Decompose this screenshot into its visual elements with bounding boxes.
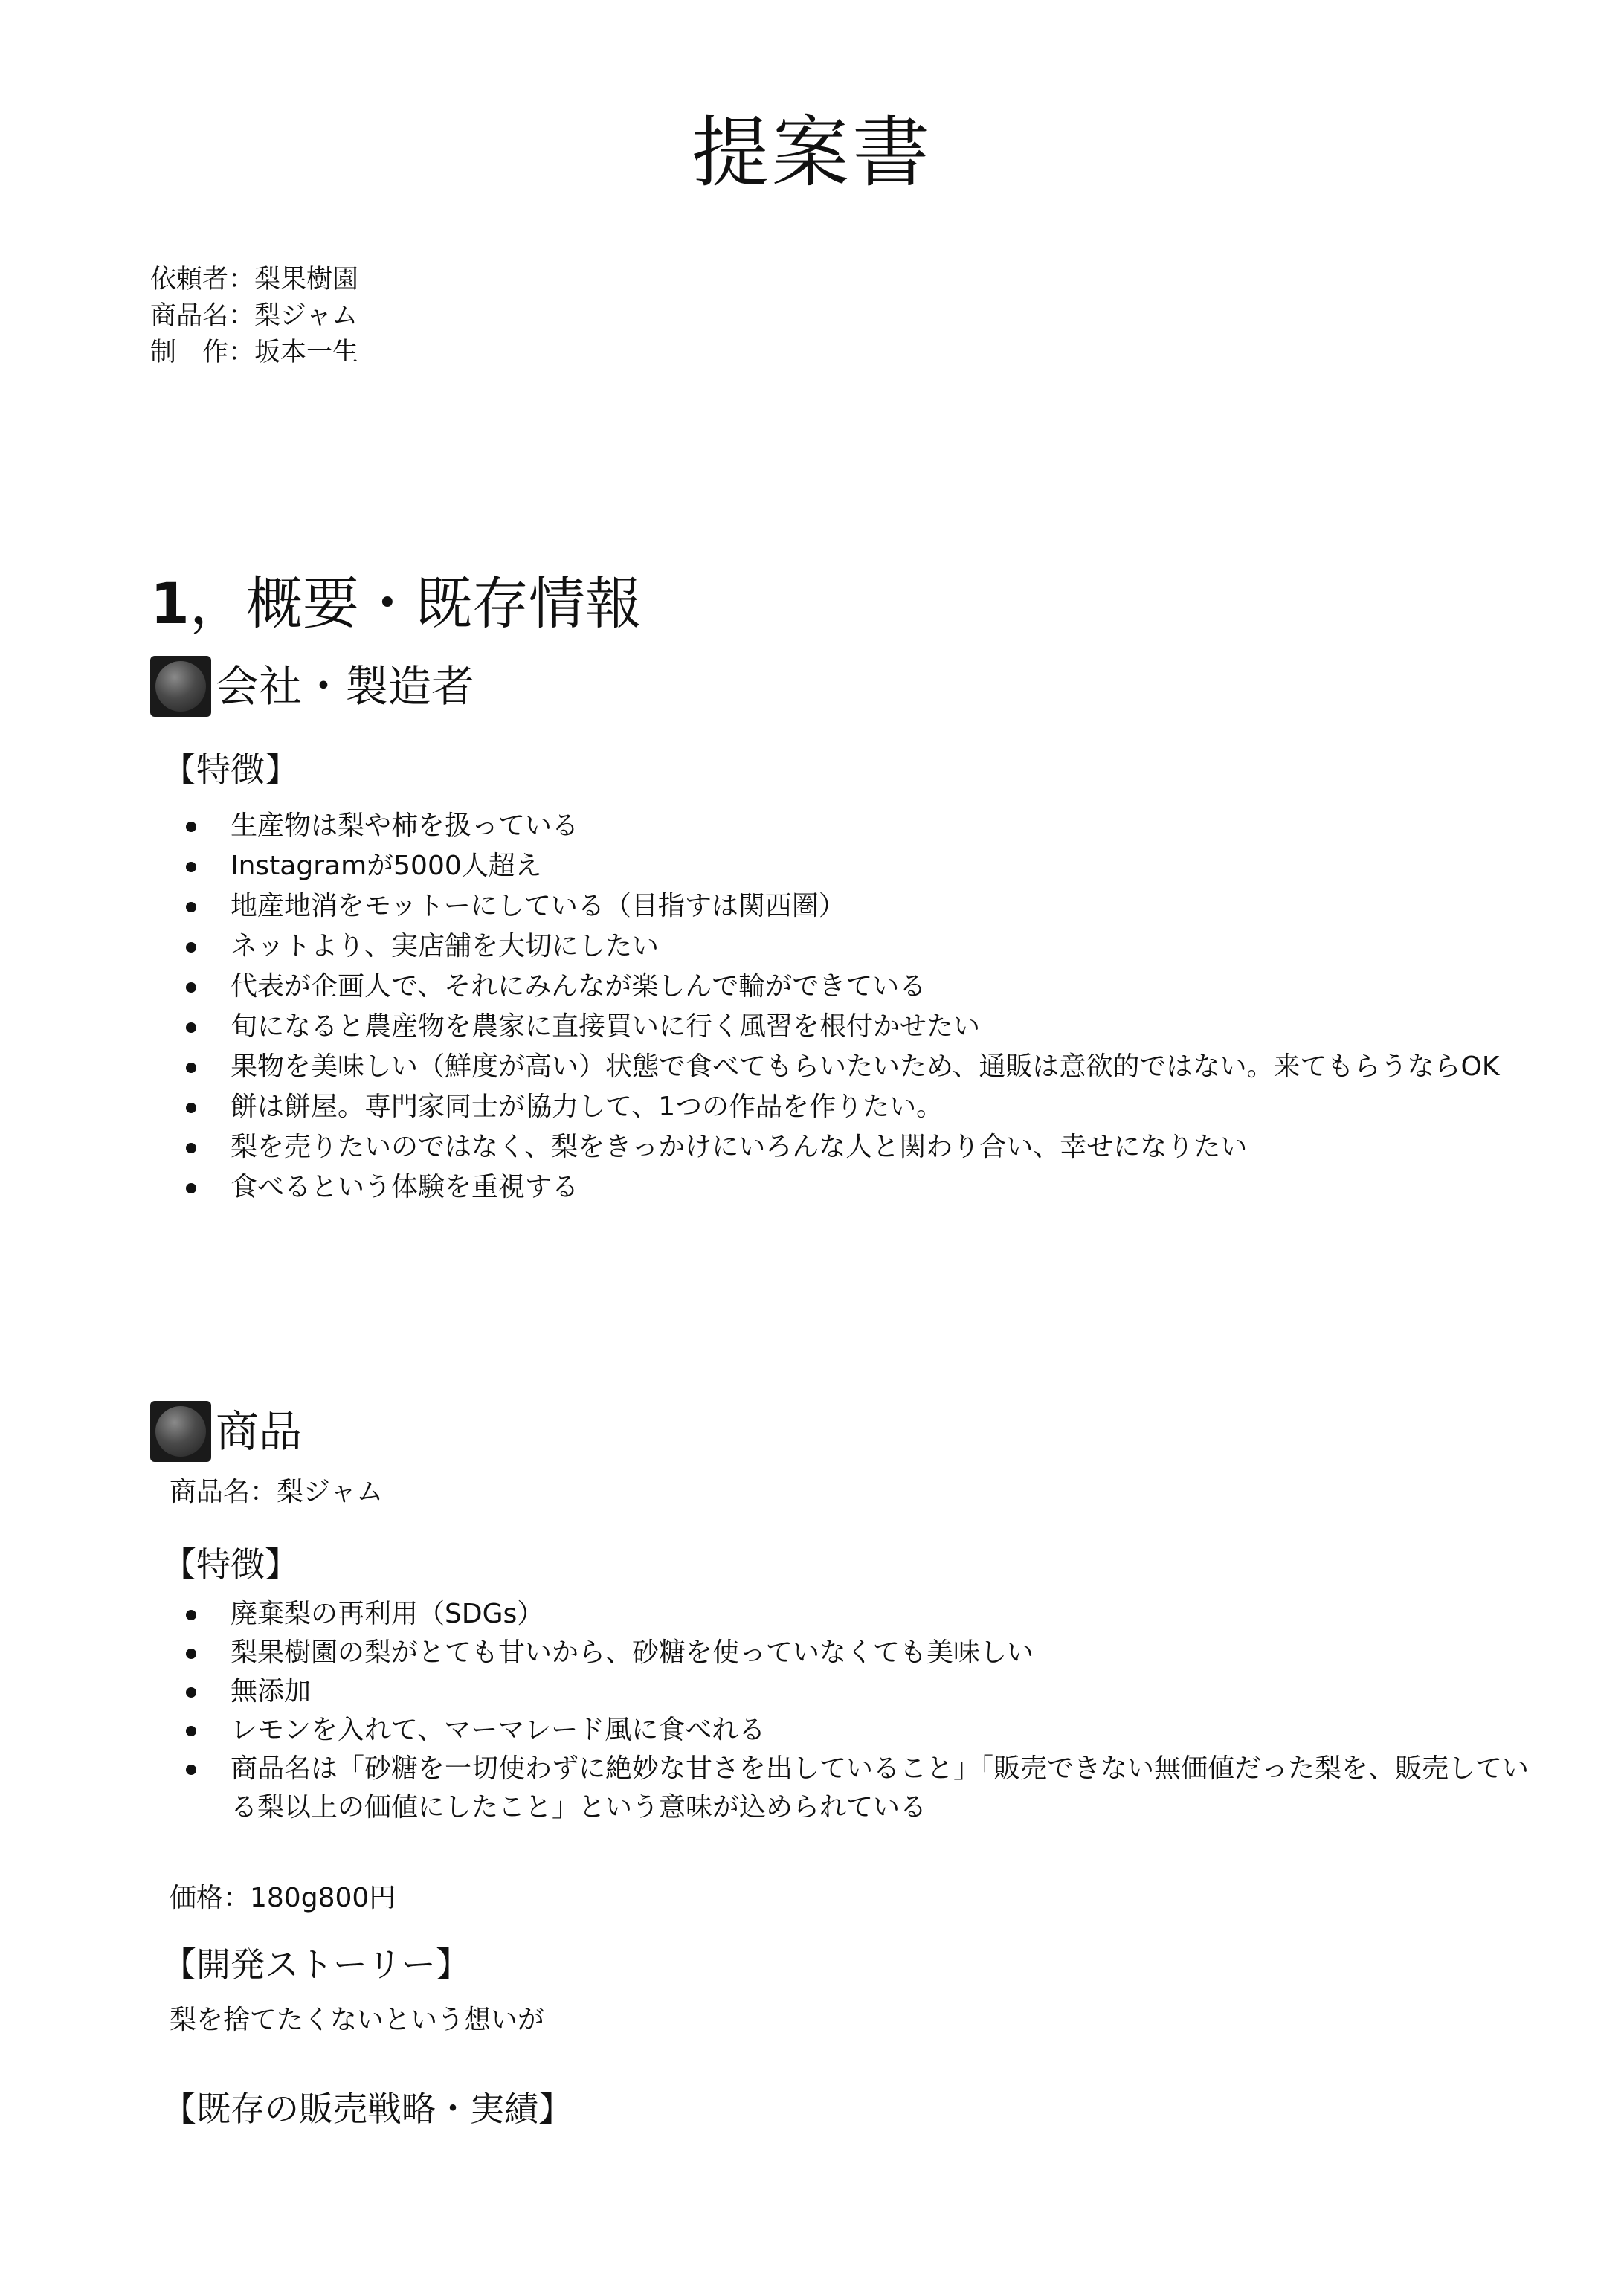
section-1-heading: [150, 567, 642, 641]
company-features-heading: 【特徴】: [162, 750, 299, 790]
list-item: 生産物は梨や柿を扱っている: [184, 806, 1538, 846]
list-item: 無添加: [184, 1672, 1538, 1711]
list-item: 旬になると農産物を農家に直接買いに行く風習を根付かせたい: [184, 1007, 1538, 1047]
meta-producer: 制 作：坂本一生: [150, 338, 359, 367]
product-price-line: 価格：180g800円: [170, 1883, 396, 1913]
black-circle-icon: [150, 656, 211, 717]
list-item: ネットより、実店舗を大切にしたい: [184, 927, 1538, 967]
list-item: 果物を美味しい（鮮度が高い）状態で食べてもらいたいため、通販は意欲的ではない。来てもらうならOK: [184, 1047, 1538, 1087]
black-circle-icon: [150, 1401, 211, 1462]
sales-strategy-heading: 【既存の販売戦略・実績】: [162, 2089, 573, 2129]
section-1-number: 1: [150, 570, 190, 637]
company-heading-text: 会社・製造者: [216, 661, 475, 712]
list-item: Instagramが5000人超え: [184, 846, 1538, 886]
development-story-text: 梨を捨てたくないという想いが: [170, 2005, 545, 2035]
list-item: 代表が企画人で、それにみんなが楽しんで輪ができている: [184, 967, 1538, 1007]
list-item: 廃棄梨の再利用（SDGs）: [184, 1595, 1538, 1634]
list-item: 食べるという体験を重視する: [184, 1167, 1538, 1208]
meta-client: 依頼者：梨果樹園: [150, 265, 359, 294]
company-features-list: [184, 806, 1538, 1208]
development-story-heading: 【開発ストーリー】: [162, 1945, 470, 1985]
list-item: 商品名は「砂糖を一切使わずに絶妙な甘さを出していること」「販売できない無価値だった梨を、販売している梨以上の価値にしたこと」という意味が込められている: [184, 1750, 1538, 1827]
product-features-list: [184, 1595, 1538, 1827]
list-item: 梨果樹園の梨がとても甘いから、砂糖を使っていなくても美味しい: [184, 1634, 1538, 1672]
product-heading: [150, 1401, 302, 1462]
product-name-line: 商品名：梨ジャム: [170, 1477, 384, 1507]
document-meta: [150, 262, 358, 371]
list-item: 地産地消をモットーにしている（目指すは関西圏）: [184, 886, 1538, 927]
product-heading-text: 商品: [216, 1406, 303, 1457]
list-item: 梨を売りたいのではなく、梨をきっかけにいろんな人と関わり合い、幸せになりたい: [184, 1127, 1538, 1167]
list-item: 餅は餅屋。専門家同士が協力して、1つの作品を作りたい。: [184, 1087, 1538, 1127]
list-item: レモンを入れて、マーマレード風に食べれる: [184, 1711, 1538, 1750]
page-title: 提案書: [691, 107, 932, 198]
product-features-heading: 【特徴】: [162, 1544, 299, 1585]
section-1-title: ，概要・既存情報: [189, 570, 642, 637]
meta-product: 商品名：梨ジャム: [150, 301, 358, 331]
company-heading: [150, 656, 474, 717]
